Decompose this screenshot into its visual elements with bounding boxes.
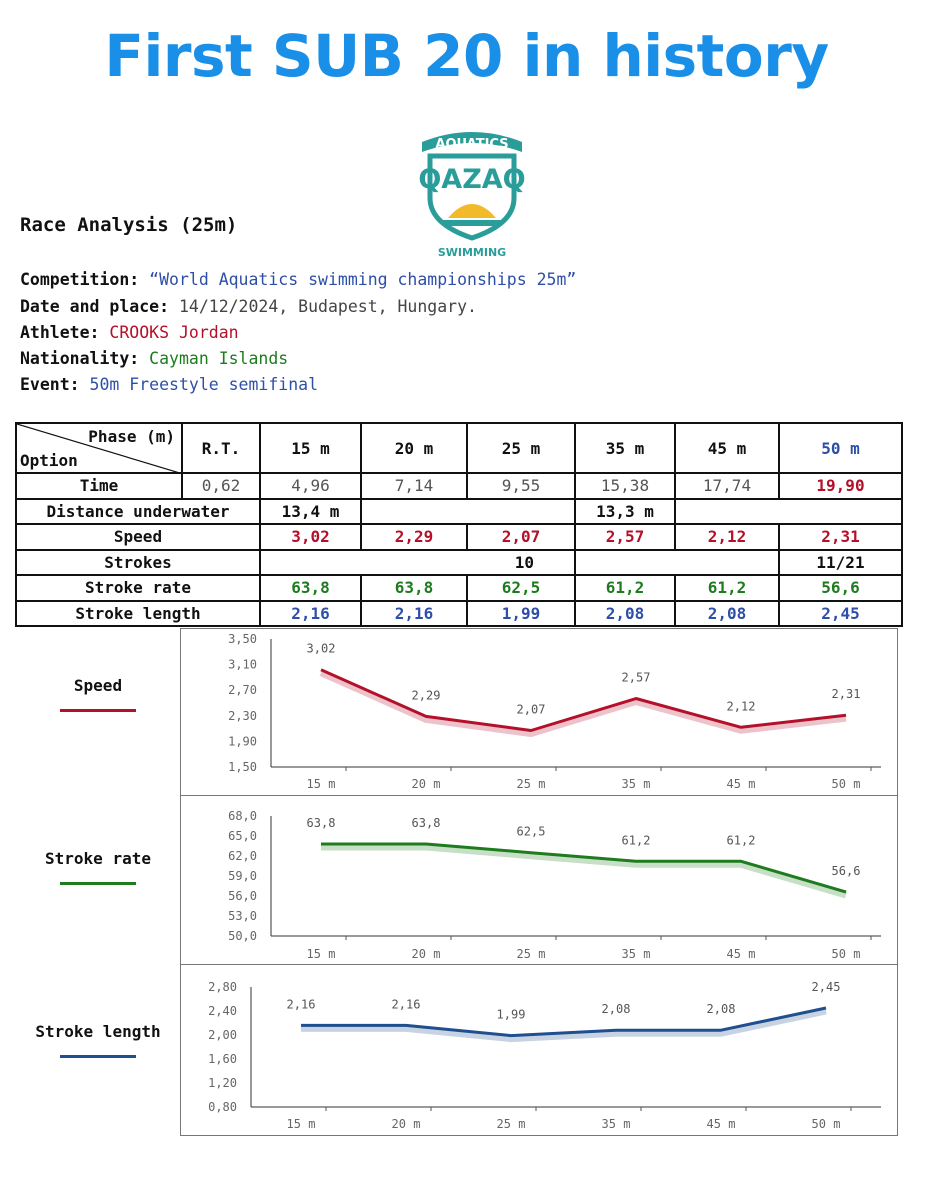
stroke-rate-chart-frame [180,795,898,965]
header-20m: 20 m [361,423,467,473]
table-row-underwater [16,499,902,525]
stroke-length-cell: 1,99 [467,601,575,627]
row-label-speed: Speed [16,524,260,550]
y-tick-label: 68,0 [228,809,257,823]
speed-cell: 2,31 [779,524,902,550]
time-cell-final: 19,90 [779,473,902,499]
x-tick-label: 20 m [411,777,441,791]
headline: First SUB 20 in history [104,22,829,90]
speed-legend-label: Speed [73,676,123,695]
speed-cell: 2,57 [575,524,675,550]
y-tick-label: 1,20 [208,1076,237,1090]
data-label: 2,31 [831,687,861,702]
stroke-rate-legend [18,849,178,885]
data-label: 1,99 [496,1007,526,1022]
y-tick-label: 62,0 [228,849,257,863]
y-tick-label: 3,50 [228,632,257,646]
header-15m: 15 m [260,423,361,473]
stroke-rate-cell: 56,6 [779,575,902,601]
stroke-rate-cell: 61,2 [675,575,779,601]
speed-legend-line [60,709,136,712]
data-label: 63,8 [411,816,441,830]
speed-cell: 2,12 [675,524,779,550]
y-tick-label: 2,30 [228,708,257,723]
x-tick-label: 20 m [391,1117,421,1131]
row-label-time: Time [16,473,182,499]
corner-option-label: Option [20,451,78,470]
time-cell: 15,38 [575,473,675,499]
x-tick-label: 50 m [831,777,861,791]
meta-competition: Competition: “World Aquatics swimming championships 25m” [20,270,577,289]
stroke-length-legend-line [60,1055,136,1058]
stroke-length-legend [10,1022,186,1058]
header-rt: R.T. [182,423,260,473]
stroke-length-chart-frame [180,964,898,1136]
y-tick-label: 2,40 [208,1004,237,1018]
empty-cell [575,550,779,576]
stroke-rate-chart [181,796,897,964]
x-tick-label: 45 m [726,777,756,791]
stroke-rate-cell: 63,8 [361,575,467,601]
stroke-rate-cell: 62,5 [467,575,575,601]
logo-top-text: AQUATICS [435,137,509,152]
series-line-shadow [321,847,846,895]
y-tick-label: 1,50 [228,760,257,774]
stroke-length-chart [181,965,897,1135]
underwater-cell: 13,4 m [260,499,361,525]
time-cell: 7,14 [361,473,467,499]
header-50m: 50 m [779,423,902,473]
y-tick-label: 65,0 [228,829,257,843]
x-tick-label: 35 m [601,1117,631,1131]
data-label: 2,57 [621,670,651,685]
data-label: 2,08 [706,1002,736,1017]
stroke-length-legend-label: Stroke length [35,1022,161,1041]
y-tick-label: 3,10 [228,657,257,672]
x-tick-label: 25 m [496,1117,526,1131]
meta-date-place: Date and place: 14/12/2024, Budapest, Hungary. [20,297,477,316]
stroke-length-cell: 2,16 [361,601,467,627]
data-label: 56,6 [831,864,861,878]
stroke-length-cell: 2,08 [675,601,779,627]
stroke-rate-legend-label: Stroke rate [45,849,151,868]
stroke-length-cell: 2,08 [575,601,675,627]
x-tick-label: 20 m [411,947,441,961]
y-tick-label: 53,0 [228,909,257,923]
data-label: 3,02 [306,641,336,656]
speed-legend [18,676,178,712]
table-row-stroke-length [16,601,902,627]
time-cell: 0,62 [182,473,260,499]
speed-cell: 2,29 [361,524,467,550]
y-tick-label: 1,90 [228,734,257,749]
stroke-rate-cell: 61,2 [575,575,675,601]
x-tick-label: 15 m [306,777,336,791]
x-tick-label: 35 m [621,777,651,791]
speed-cell: 2,07 [467,524,575,550]
row-label-stroke-length: Stroke length [16,601,260,627]
empty-cell [675,499,902,525]
qazaq-aquatics-logo [412,120,532,262]
table-row-time [16,473,902,499]
header-45m: 45 m [675,423,779,473]
data-label: 2,45 [811,980,841,994]
corner-phase-label: Phase (m) [88,427,175,446]
data-label: 61,2 [621,833,651,848]
underwater-cell: 13,3 m [575,499,675,525]
y-tick-label: 2,80 [208,980,237,994]
y-tick-label: 50,0 [228,929,257,943]
table-row-strokes [16,550,902,576]
data-label: 2,08 [601,1002,631,1017]
meta-athlete: Athlete: CROOKS Jordan [20,323,239,342]
y-tick-label: 2,00 [208,1028,237,1042]
header-35m: 35 m [575,423,675,473]
logo-bottom-text: SWIMMING [437,246,507,259]
logo-main-text: QAZAQ [418,164,526,195]
meta-event: Event: 50m Freestyle semifinal [20,375,319,394]
data-label: 62,5 [516,824,546,839]
x-tick-label: 15 m [306,947,336,961]
series-line [321,670,846,731]
y-tick-label: 0,80 [208,1100,237,1114]
x-tick-label: 25 m [516,777,546,791]
table-row-stroke-rate [16,575,902,601]
table-row-speed [16,524,902,550]
speed-chart [181,629,897,795]
data-label: 2,07 [516,702,546,717]
data-label: 2,12 [726,699,756,714]
table-corner-cell [16,423,182,473]
x-tick-label: 50 m [811,1117,841,1131]
row-label-stroke-rate: Stroke rate [16,575,260,601]
y-tick-label: 1,60 [208,1052,237,1066]
y-tick-label: 2,70 [228,683,257,698]
speed-chart-frame [180,628,898,796]
strokes-cell: 10 [260,550,575,576]
stroke-rate-legend-line [60,882,136,885]
series-line [321,844,846,892]
stroke-rate-cell: 63,8 [260,575,361,601]
stroke-length-cell: 2,45 [779,601,902,627]
x-tick-label: 45 m [726,947,756,961]
table-header-row [16,423,902,473]
x-tick-label: 35 m [621,947,651,961]
row-label-underwater: Distance underwater [16,499,260,525]
row-label-strokes: Strokes [16,550,260,576]
data-label: 2,16 [391,997,421,1012]
race-analysis-table [15,422,903,627]
strokes-cell: 11/21 [779,550,902,576]
x-tick-label: 25 m [516,947,546,961]
empty-cell [361,499,575,525]
y-tick-label: 59,0 [228,869,257,883]
speed-cell: 3,02 [260,524,361,550]
x-tick-label: 15 m [286,1117,316,1131]
time-cell: 4,96 [260,473,361,499]
time-cell: 17,74 [675,473,779,499]
data-label: 2,16 [286,997,316,1012]
data-label: 61,2 [726,833,756,848]
x-tick-label: 45 m [706,1117,736,1131]
data-label: 2,29 [411,688,441,703]
stroke-length-cell: 2,16 [260,601,361,627]
section-title: Race Analysis (25m) [20,214,238,236]
meta-nationality: Nationality: Cayman Islands [20,349,289,368]
header-25m: 25 m [467,423,575,473]
time-cell: 9,55 [467,473,575,499]
y-tick-label: 56,0 [228,889,257,903]
data-label: 63,8 [306,816,336,830]
x-tick-label: 50 m [831,947,861,961]
